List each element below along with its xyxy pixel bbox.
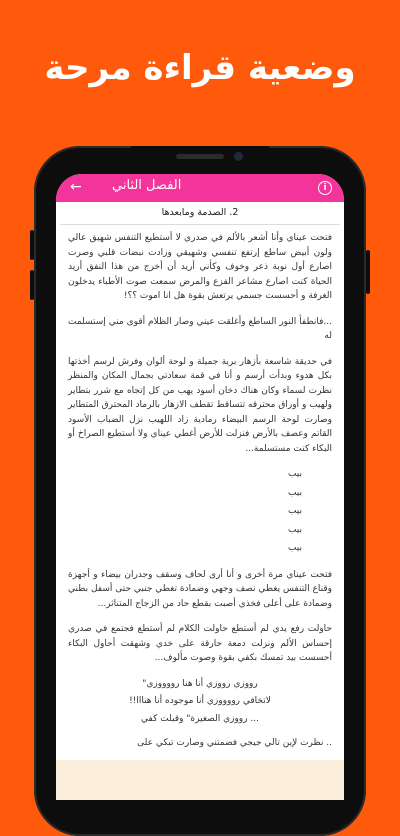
power-button [366,250,370,294]
back-arrow-icon[interactable]: ← [70,179,82,195]
paragraph: .. نظرت لإين تالي جيجي فضمتني وصارت تبكي على [137,738,332,748]
beep-line: بيب [287,543,302,553]
info-icon[interactable]: i [318,181,332,195]
paragraph: فتحت عيناي وأنا أشعر بالألم في صدري لا أستطيع التنفس شهيق عالي ولون أبيض ساطع إرتفع تنفسي وشهيقي وزادت نبضات قلبي وصرت اصارع أول نوبة ذعر وخوف وكأني أريد أن أخرج من هذا النفق أريد الحياة كنت اصارع مشاعر الفزع والمرض سمعت صوت الأطباء يدخلون الغرفة و أحسست جسمي يرتعش بقوة هل انا اموت ؟؟! [68,233,332,301]
front-camera [234,152,243,161]
dialogue-line: لاتخافي رووووزي أنا موجوده أنا هنااا!! [129,696,271,706]
app-bar [56,174,344,202]
reader-content[interactable] [56,202,344,800]
story-text [56,225,344,751]
chapter-title: الفصل الثاني [112,178,182,193]
beep-line: بيب [287,469,302,479]
dialogue-line: رووزي رووزي أنا هنا رووووزي" [142,678,258,689]
phone-notch [131,146,269,172]
dialogue-line: ... رووزي الصغيرة" وقبلت كفي [141,713,259,724]
volume-up-button [30,230,34,260]
chapter-heading: 2. الصدمة ومابعدها [60,202,340,225]
beep-line: بيب [287,506,302,516]
paragraph: فتحت عيناي مرة أخرى و أنا أرى لحاف وسقف وجدران بيضاء و أجهزة وقناع التنفس يغطي نصف وجهي وضمادة تغطي جنبي حتى أسفل بطني وضمادة على أعلى فخذي أصبت بقطع حاد من الزجاج المتناثر... [68,569,332,609]
paragraph: في حديقة شاسعة بأزهار برية جميلة و لوحة ألوان وفرش لرسم أخذتها بكل هدوء وبدأت أرسم و أنا في قمة سعادتي بجمال المكان والمنظر نظرت لسماء وكان هناك دخان أسود يهب من كل إتجاه مع شرر بتطاير ولهيب و أوراق محترقه تتساقط تقطف الازهار بالرماد المحترق المتطاير وصارت لوحة الرسم البيضاء رمادية زاد اللهيب نزل الضباب الأسود القاتم وعصف بالأرض فنزلت للأرض أغطي عيناي ولا أستطيع الصراخ أو البكاء كنت مستسلمة... [68,356,332,454]
paragraph: حاولت رفع يدي لم أستطع حاولت الكلام لم أستطع فجتمع في صدري إحساس الألم ونزلت دمعة حارقة على خدي وشهقت أحاول البكاء أحسست بيد تمسك بكفي بقوة وصوت مألوف... [68,624,332,663]
reader-footer [56,760,344,800]
volume-down-button [30,270,34,300]
beep-line: بيب [287,487,302,498]
promo-title: وضعية قراءة مرحة [44,48,356,88]
beep-line: بيب [287,524,302,535]
speaker-grill [176,154,224,159]
paragraph: ...فانطفأ النور الساطع وأغلقت عيني وصار الظلام أقوى مني إستسلمت له [68,316,332,341]
phone-screen [56,174,344,800]
